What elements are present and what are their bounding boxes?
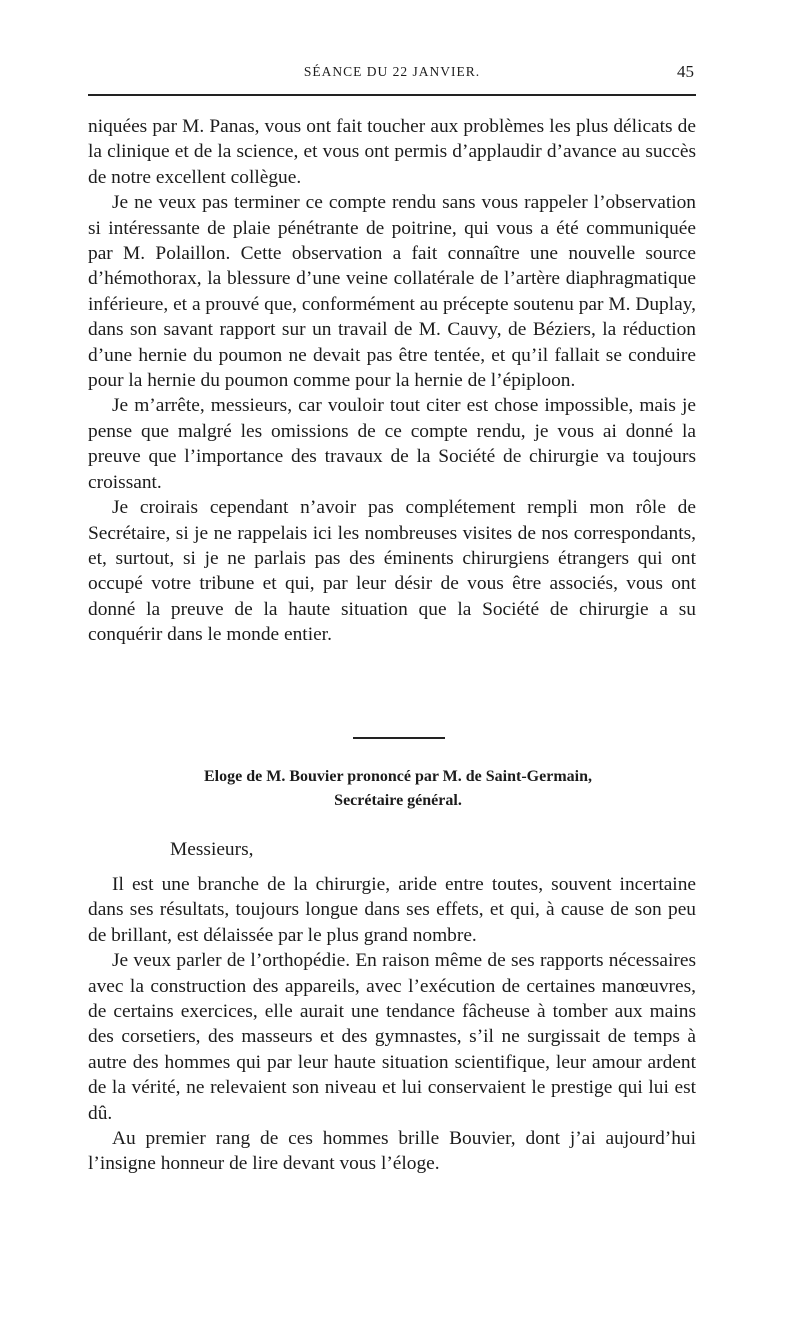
paragraph: Je ne veux pas terminer ce compte rendu sans vous rappeler l’observation si intéressante de plaie pénétrante de poitrine, qui vous a été communiquée par M. Polaillon. Cette observation a fait connaître une nouvelle source d’hémothorax, la blessure d’une veine collatérale de l’artère diaphragmatique inférieure, et a prouvé que, conformément au précepte soutenu par M. Duplay, dans son savant rapport sur un travail de M. Cauvy, de Béziers, la réduction d’une hernie du poumon ne devait pas être tentée, et qu’il fallait se conduire pour la hernie du poumon comme pour la hernie de l’épiploon. (88, 192, 696, 392)
section-heading (88, 765, 708, 813)
paragraph: Je croirais cependant n’avoir pas complétement rempli mon rôle de Secrétaire, si je ne rappelais ici les nombreuses visites de nos correspondants, et, surtout, si je ne parlais pas des éminents chirurgiens étrangers qui ont occupé votre tribune et qui, par leur désir de vous être associés, vous ont donné la preuve de la haute situation que la Société de chirurgie a su conquérir dans le monde entier. (88, 497, 696, 646)
page-number: 45 (677, 62, 694, 81)
running-head-title: SÉANCE DU 22 JANVIER. (303, 64, 481, 79)
header-rule (88, 94, 696, 96)
paragraph: Je m’arrête, messieurs, car vouloir tout citer est chose impossible, mais je pense que malgré les omissions de ce compte rendu, je vous ai donné la preuve que l’importance des travaux de la Société de chirurgie va toujours croissant. (88, 395, 696, 493)
section-separator (353, 737, 445, 739)
running-head (88, 62, 696, 84)
body-text-part1 (88, 114, 696, 648)
section-heading-line2: Secrétaire général. (334, 792, 462, 809)
paragraph: Je veux parler de l’orthopédie. En raison même de ses rapports nécessaires avec la construction des appareils, avec l’exécution de certaines manœuvres, de certains exercices, elle aurait une tendance fâcheuse à tomber aux mains des corsetiers, des masseurs et des gymnastes, s’il ne surgissait de temps à autre des hommes qui par leur haute situation scientifique, leur amour ardent de la vérité, ne relevaient son niveau et lui conservaient le prestige qui lui est dû. (88, 950, 696, 1124)
body-text-part2 (88, 872, 696, 1177)
salutation: Messieurs, (170, 839, 254, 860)
paragraph: Il est une branche de la chirurgie, aride entre toutes, souvent incertaine dans ses résultats, toujours longue dans ses effets, et qui, à cause de son peu de brillant, est délaissée par le plus grand nombre. (88, 874, 696, 946)
section-heading-line1: Eloge de M. Bouvier prononcé par M. de Saint-Germain, (204, 768, 592, 785)
paragraph: Au premier rang de ces hommes brille Bouvier, dont j’ai aujourd’hui l’insigne honneur de lire devant vous l’éloge. (88, 1128, 696, 1175)
paragraph: niquées par M. Panas, vous ont fait toucher aux problèmes les plus délicats de la clinique et de la science, et vous ont permis d’applaudir d’avance au succès de notre excellent collègue. (88, 116, 696, 188)
